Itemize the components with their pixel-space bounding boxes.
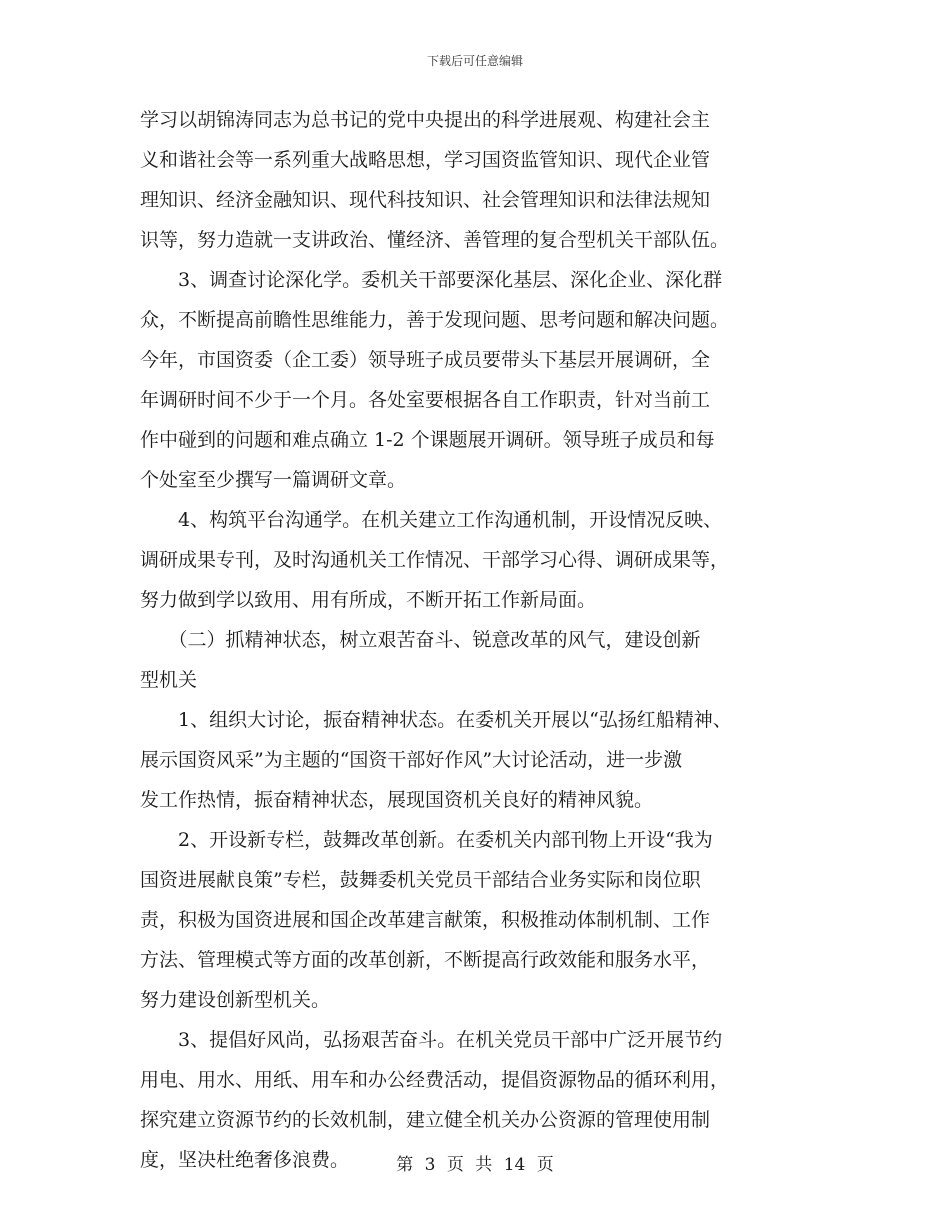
- text-line: 义和谐社会等一系列重大战略思想，学习国资监管知识、现代企业管: [140, 149, 711, 171]
- text-line: 理知识、经济金融知识、现代科技知识、社会管理知识和法律法规知: [140, 189, 711, 211]
- text-line: 度，坚决杜绝奢侈浪费。: [140, 1149, 350, 1171]
- text-line: 责，积极为国资进展和国企改革建言献策，积极推动体制机制、工作: [140, 909, 711, 931]
- text-line: 用电、用水、用纸、用车和办公经费活动，提倡资源物品的循环利用，: [140, 1069, 730, 1091]
- footer-label-unit-end: 页: [536, 1155, 554, 1175]
- text-line: 努力做到学以致用、用有所成，不断开拓工作新局面。: [140, 589, 597, 611]
- text-line: 国资进展献良策”专栏，鼓舞委机关党员干部结合业务实际和岗位职: [140, 869, 701, 891]
- page-footer: [0, 1150, 950, 1175]
- text-line: 年调研时间不少于一个月。各处室要根据各自工作职责，针对当前工: [140, 389, 711, 411]
- text-line: 1、组织大讨论，振奋精神状态。在委机关开展以“弘扬红船精神、: [178, 709, 732, 731]
- text-line: 识等，努力造就一支讲政治、懂经济、善管理的复合型机关干部队伍。: [140, 229, 730, 251]
- text-line: 3、提倡好风尚，弘扬艰苦奋斗。在机关党员干部中广泛开展节约: [178, 1029, 723, 1051]
- text-line: 3、调查讨论深化学。委机关干部要深化基层、深化企业、深化群: [178, 269, 723, 291]
- text-line: 调研成果专刊，及时沟通机关工作情况、干部学习心得、调研成果等，: [140, 549, 730, 571]
- text-line: 展示国资风采”为主题的“国资干部好作风”大讨论活动，进一步激: [140, 749, 683, 771]
- footer-label-total: 共: [475, 1155, 493, 1175]
- footer-current-page: 3: [424, 1155, 436, 1175]
- page-header-note: 下载后可任意编辑: [426, 54, 523, 68]
- footer-label-unit: 页: [446, 1155, 464, 1175]
- text-line: （二）抓精神状态，树立艰苦奋斗、锐意改革的风气，建设创新: [168, 629, 701, 651]
- footer-label-page: 第: [396, 1155, 414, 1175]
- text-line: 探究建立资源节约的长效机制，建立健全机关办公资源的管理使用制: [140, 1109, 711, 1131]
- text-line: 型机关: [140, 669, 198, 691]
- text-line: 众，不断提高前瞻性思维能力，善于发现问题、思考问题和解决问题。: [140, 309, 730, 331]
- text-line: 今年，市国资委（企工委）领导班子成员要带头下基层开展调研，全: [140, 349, 711, 371]
- text-line: 学习以胡锦涛同志为总书记的党中央提出的科学进展观、构建社会主: [140, 109, 711, 131]
- text-line: 方法、管理模式等方面的改革创新，不断提高行政效能和服务水平，: [140, 949, 711, 971]
- text-line: 个处室至少撰写一篇调研文章。: [140, 469, 407, 491]
- text-line: 2、开设新专栏，鼓舞改革创新。在委机关内部刊物上开设“我为: [178, 829, 713, 851]
- document-body: [140, 100, 810, 1180]
- text-line: 作中碰到的问题和难点确立 1-2 个课题展开调研。领导班子成员和每: [140, 429, 715, 451]
- text-line: 努力建设创新型机关。: [140, 989, 331, 1011]
- footer-total-pages: 14: [503, 1155, 526, 1175]
- text-line: 发工作热情，振奋精神状态，展现国资机关良好的精神风貌。: [140, 789, 654, 811]
- text-line: 4、构筑平台沟通学。在机关建立工作沟通机制，开设情况反映、: [178, 509, 723, 531]
